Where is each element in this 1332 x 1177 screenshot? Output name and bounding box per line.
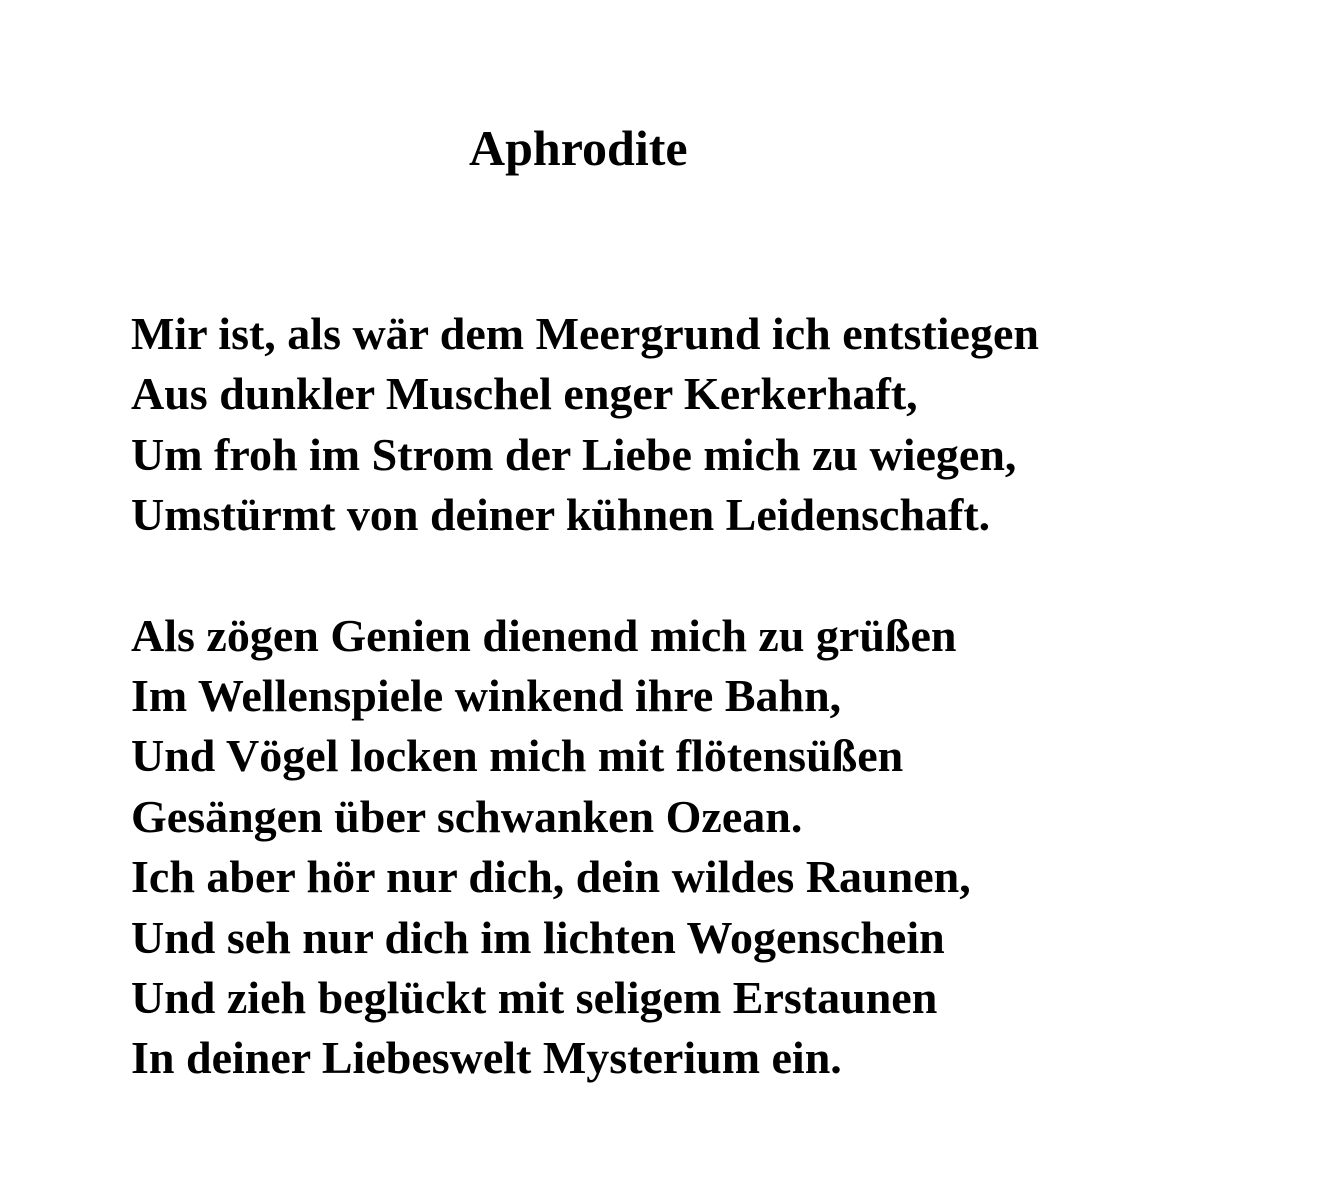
poem-line: Und seh nur dich im lichten Wogenschein [131, 911, 945, 963]
stanza-1 [131, 304, 1039, 546]
poem-line: Als zögen Genien dienend mich zu grüßen [131, 609, 957, 661]
poem-line: In deiner Liebeswelt Mysterium ein. [131, 1032, 842, 1084]
poem-line: Um froh im Strom der Liebe mich zu wiegen, [131, 428, 1017, 480]
poem-line: Und zieh beglückt mit seligem Erstaunen [131, 972, 938, 1024]
poem-body [131, 304, 1039, 1089]
stanza-2 [131, 606, 1039, 1089]
poem-line: Mir ist, als wär dem Meergrund ich entstiegen [131, 308, 1039, 359]
poem-line: Im Wellenspiele winkend ihre Bahn, [131, 670, 842, 722]
poem-line: Umstürmt von deiner kühnen Leidenschaft. [131, 489, 991, 541]
poem-line: Gesängen über schwanken Ozean. [131, 790, 803, 842]
poem-line: Ich aber hör nur dich, dein wildes Raunen, [131, 851, 971, 903]
poem-title: Aphrodite [469, 120, 688, 176]
poem-line: Und Vögel locken mich mit flötensüßen [131, 730, 904, 782]
poem-line: Aus dunkler Muschel enger Kerkerhaft, [131, 368, 918, 420]
